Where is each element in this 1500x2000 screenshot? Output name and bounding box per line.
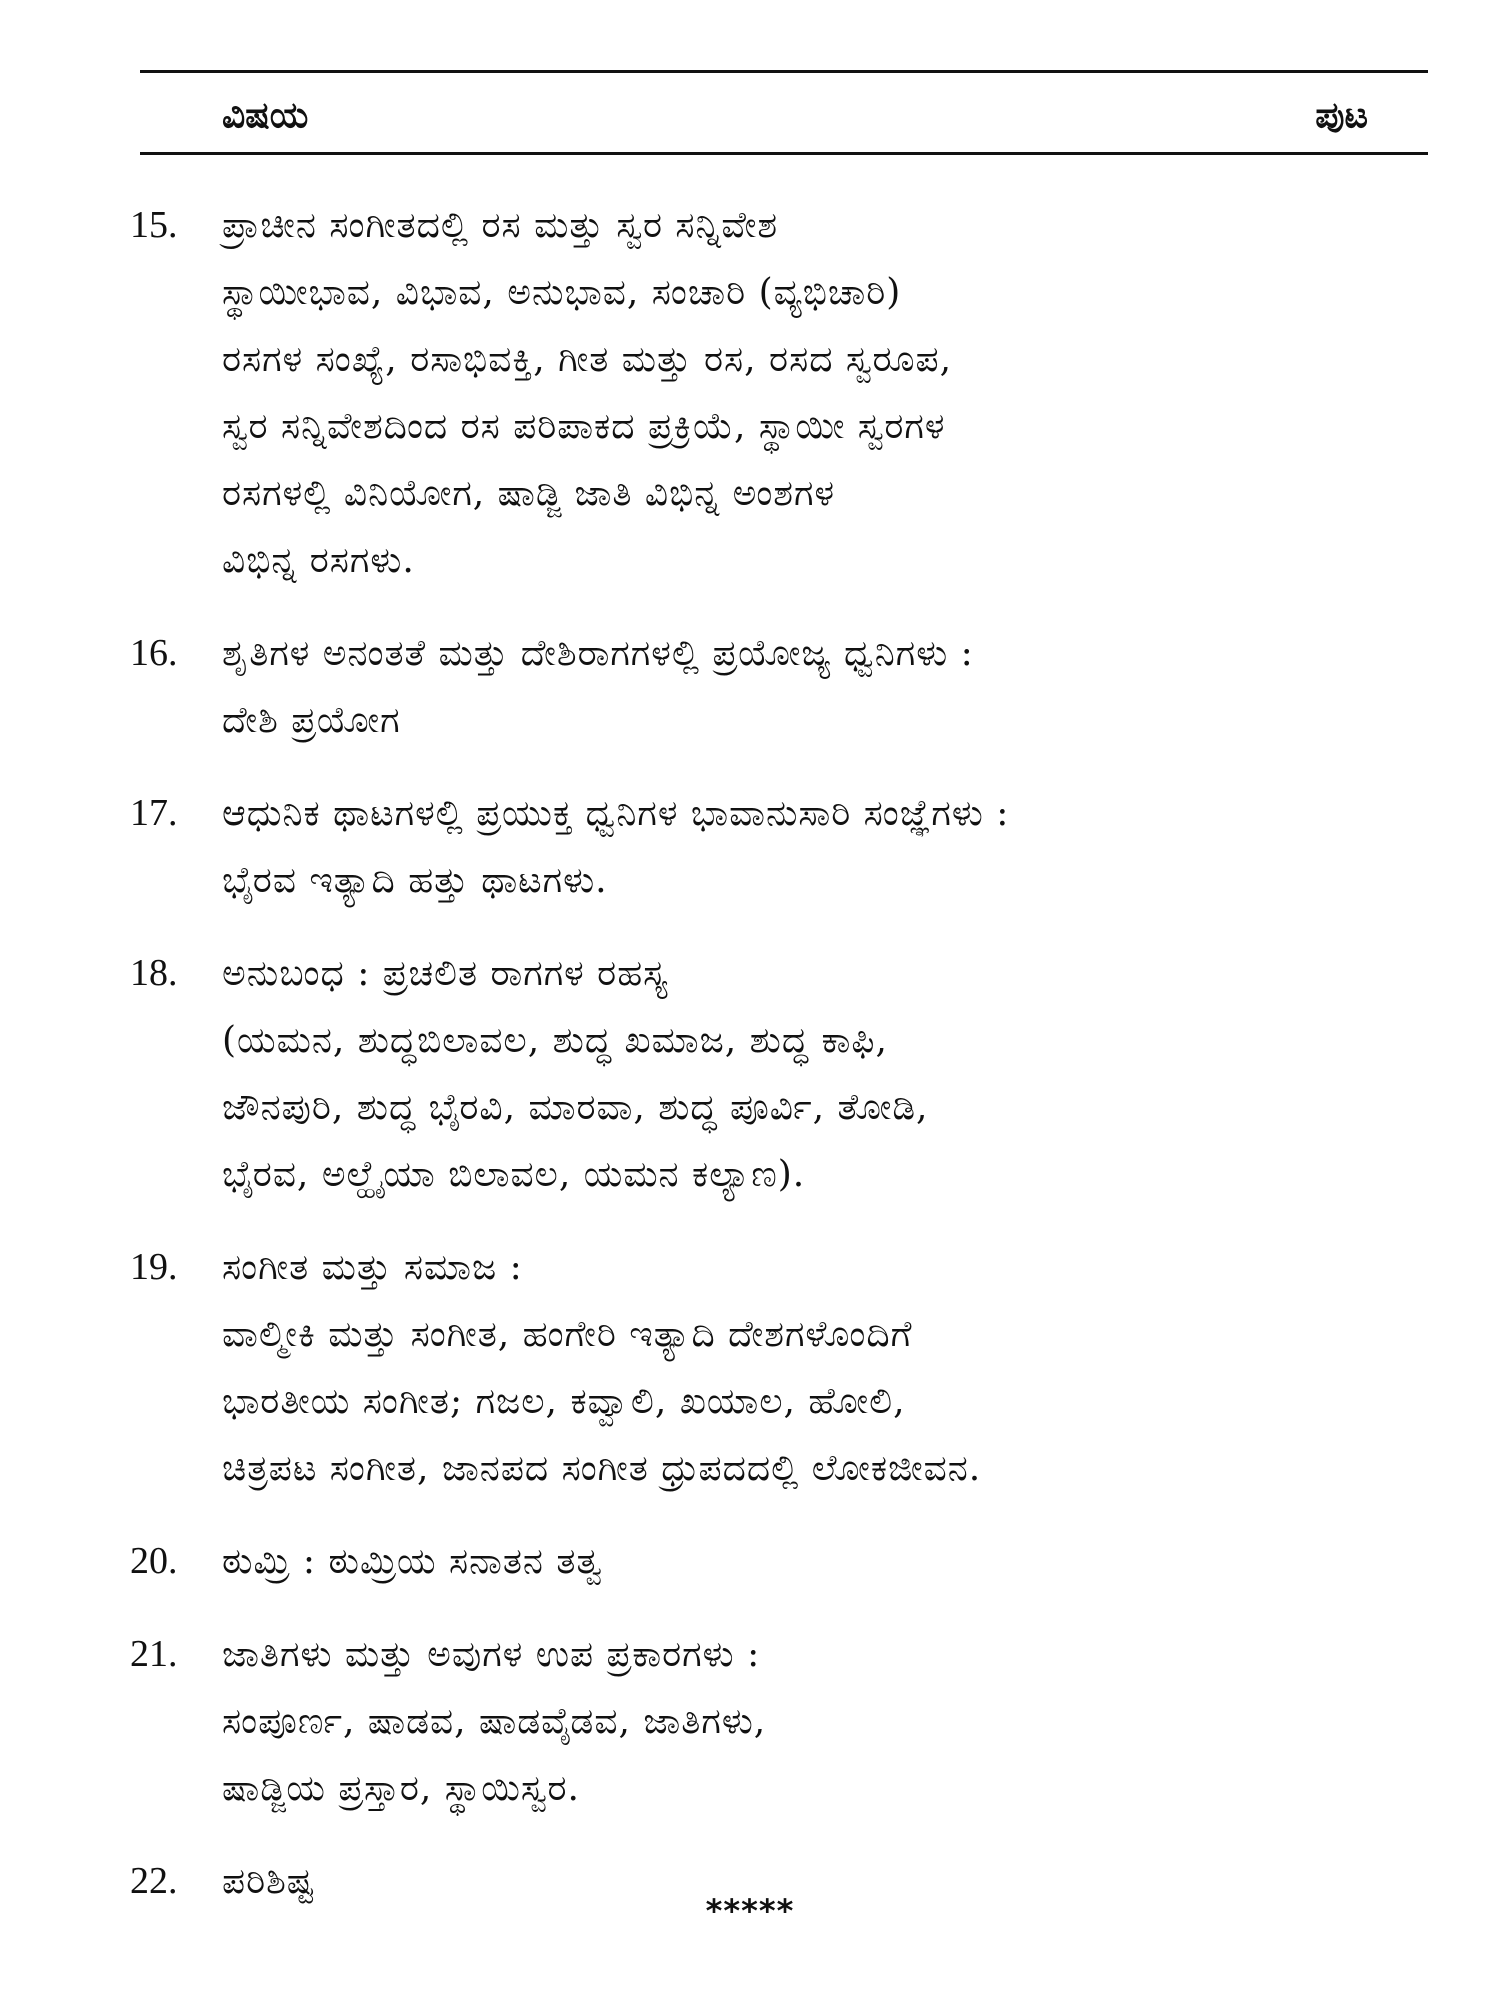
entry-text-line: ಶೃತಿಗಳ ಅನಂತತೆ ಮತ್ತು ದೇಶಿರಾಗಗಳಲ್ಲಿ ಪ್ರಯೋಜ್ಯ ಧ್ವನಿಗಳು : [222,633,974,674]
end-marker-stars: ***** [705,1892,795,1930]
entry-text-line: ಭಾರತೀಯ ಸಂಗೀತ; ಗಜಲ, ಕವ್ವಾಲಿ, ಖಯಾಲ, ಹೋಲಿ, [222,1381,906,1422]
entry-text-line: ಷಾಡ್ಜಿಯ ಪ್ರಸ್ತಾರ, ಸ್ಥಾಯಿಸ್ವರ. [222,1768,580,1809]
entry-text-line: ಸಂಗೀತ ಮತ್ತು ಸಮಾಜ : [222,1247,523,1288]
entry-text-line: ಸ್ಥಾಯೀಭಾವ, ವಿಭಾವ, ಅನುಭಾವ, ಸಂಚಾರಿ (ವ್ಯಭಿಚಾರಿ) [222,272,902,313]
entry-number: 18. [130,952,178,994]
entry-text-line: ಸ್ವರ ಸನ್ನಿವೇಶದಿಂದ ರಸ ಪರಿಪಾಕದ ಪ್ರಕ್ರಿಯೆ, ಸ್ಥಾಯೀ ಸ್ವರಗಳ [222,406,946,447]
top-rule [140,70,1428,73]
entry-text-line: ವಿಭಿನ್ನ ರಸಗಳು. [222,540,415,581]
entry-text-line: ಜಾತಿಗಳು ಮತ್ತು ಅವುಗಳ ಉಪ ಪ್ರಕಾರಗಳು : [222,1634,761,1675]
contents-entry-19 [130,1234,1380,1502]
entry-text-line: ಪ್ರಾಚೀನ ಸಂಗೀತದಲ್ಲಿ ರಸ ಮತ್ತು ಸ್ವರ ಸನ್ನಿವೇಶ [222,205,779,246]
entry-text-line: ಚಿತ್ರಪಟ ಸಂಗೀತ, ಜಾನಪದ ಸಂಗೀತ ಧ್ರುಪದದಲ್ಲಿ ಲೋಕಜೀವನ. [222,1448,982,1489]
entry-text-line: ಅನುಬಂಧ : ಪ್ರಚಲಿತ ರಾಗಗಳ ರಹಸ್ಯ [222,953,669,994]
entry-number: 17. [130,792,178,834]
entry-text-line: ಭೈರವ ಇತ್ಯಾದಿ ಹತ್ತು ಥಾಟಗಳು. [222,860,608,901]
entry-number: 21. [130,1633,178,1675]
entry-text-line: ದೇಶಿ ಪ್ರಯೋಗ [222,700,401,741]
header-bottom-rule [140,152,1428,155]
entry-number: 20. [130,1540,178,1582]
entry-text-line: ರಸಗಳಲ್ಲಿ ವಿನಿಯೋಗ, ಷಾಡ್ಜಿ ಜಾತಿ ವಿಭಿನ್ನ ಅಂಶಗಳ [222,473,836,514]
entry-text-line: ರಸಗಳ ಸಂಖ್ಯೆ, ರಸಾಭಿವಕ್ತಿ, ಗೀತ ಮತ್ತು ರಸ, ರಸದ ಸ್ವರೂಪ, [222,339,953,380]
entry-text-line: ಭೈರವ, ಅಲ್ಹೈಯಾ ಬಿಲಾವಲ, ಯಮನ ಕಲ್ಯಾಣ). [222,1154,806,1195]
contents-entry-21 [130,1621,1380,1822]
entry-text-line: ಸಂಪೂರ್ಣ, ಷಾಡವ, ಷಾಡವೈಡವ, ಜಾತಿಗಳು, [222,1701,767,1742]
entry-number: 15. [130,204,178,246]
contents-entry-16 [130,620,1380,754]
entry-text-line: ಜೌನಪುರಿ, ಶುದ್ಧ ಭೈರವಿ, ಮಾರವಾ, ಶುದ್ಧ ಪೂರ್ವಿ, ತೋಡಿ, [222,1087,929,1128]
subject-column-header: ವಿಷಯ [222,94,309,136]
contents-entry-15 [130,192,1380,594]
entry-number: 16. [130,632,178,674]
contents-entry-18 [130,940,1380,1208]
entry-text-line: ಪರಿಶಿಷ್ಟ [222,1861,315,1902]
contents-entry-17 [130,780,1380,914]
entry-text-line: ಠುಮ್ರಿ : ಠುಮ್ರಿಯ ಸನಾತನ ತತ್ವ [222,1541,603,1582]
entry-number: 19. [130,1246,178,1288]
entry-text-line: ವಾಲ್ಮೀಕಿ ಮತ್ತು ಸಂಗೀತ, ಹಂಗೇರಿ ಇತ್ಯಾದಿ ದೇಶಗಳೊಂದಿಗೆ [222,1314,913,1355]
entry-text-line: (ಯಮನ, ಶುದ್ಧಬಿಲಾವಲ, ಶುದ್ಧ ಖಮಾಜ, ಶುದ್ಧ ಕಾಫಿ, [222,1020,888,1061]
contents-list [130,192,1380,1941]
entry-number: 22. [130,1860,178,1902]
entry-text-line: ಆಧುನಿಕ ಥಾಟಗಳಲ್ಲಿ ಪ್ರಯುಕ್ತ ಧ್ವನಿಗಳ ಭಾವಾನುಸಾರಿ ಸಂಜ್ಞೆಗಳು : [222,793,1010,834]
page-column-header: ಪುಟ [1315,94,1368,136]
contents-entry-20 [130,1528,1380,1595]
